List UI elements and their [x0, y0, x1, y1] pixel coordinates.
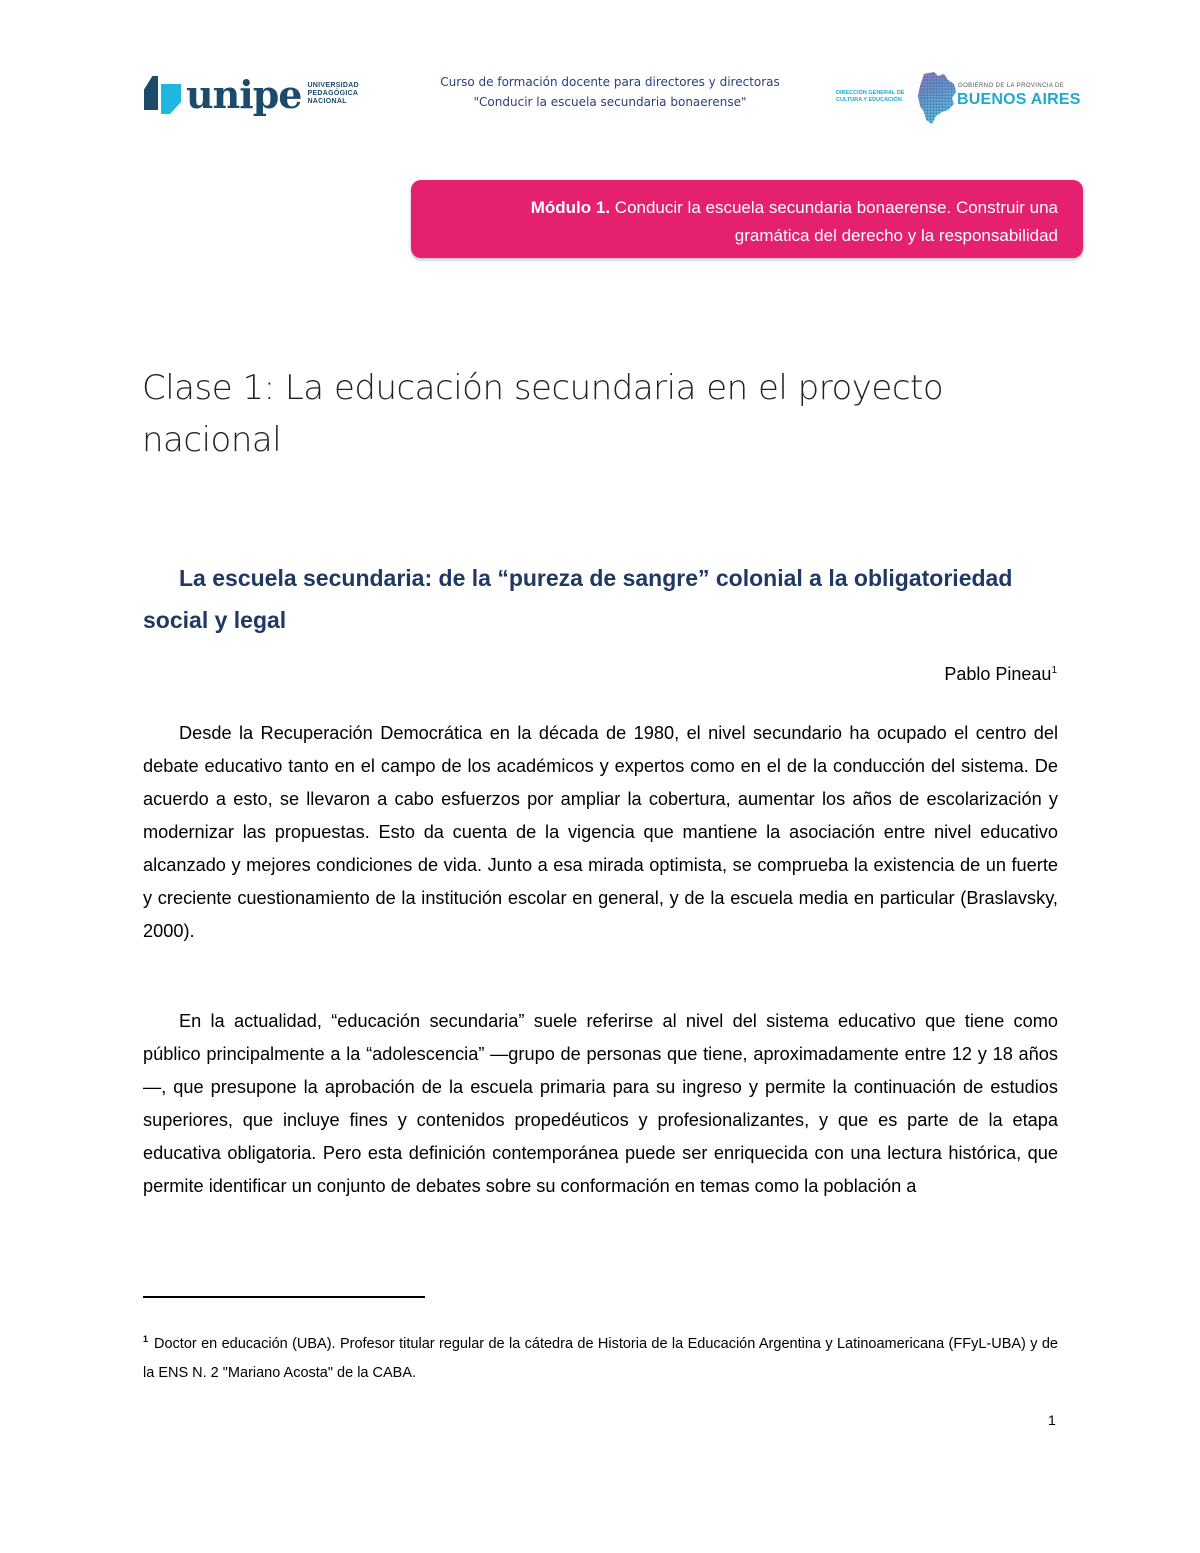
unipe-logo — [144, 68, 359, 120]
buenos-aires-wordmark: BUENOS AIRES — [957, 91, 1081, 108]
module-title-part-1: Conducir la escuela secundaria bonaerense. Construir una — [610, 198, 1058, 217]
class-title: Clase 1: La educación secundaria en el proyecto nacional — [142, 368, 944, 460]
gobierno-label: GOBIERNO DE LA PROVINCIA DE — [958, 83, 1065, 89]
course-header — [400, 72, 820, 112]
dgce-label: DIRECCIÓN GENERAL DE CULTURA Y EDUCACIÓN — [836, 90, 905, 103]
footnote-text: Doctor en educación (UBA). Profesor titular regular de la cátedra de Historia de la Educación Argentina y Latinoamericana (FFyL-UBA) y de la ENS N. 2 "Mariano Acosta" de la CABA. — [143, 1336, 1058, 1381]
unipe-subtitle-line: NACIONAL — [307, 98, 347, 105]
footnote-ref[interactable]: 1 — [1051, 665, 1057, 676]
course-line-1: Curso de formación docente para directores y directoras — [440, 75, 780, 89]
unipe-subtitle-line: PEDAGÓGICA — [307, 90, 359, 97]
footnote — [143, 1330, 1058, 1388]
unipe-wordmark: unipe — [186, 72, 302, 117]
section-heading — [143, 557, 1043, 641]
unipe-subtitle-line: UNIVERSIDAD — [307, 82, 359, 89]
course-line-2: "Conducir la escuela secundaria bonaerense" — [473, 95, 747, 109]
module-banner-line-2: gramática del derecho y la responsabilidad — [734, 226, 1058, 245]
body-paragraph-1 — [143, 717, 1058, 948]
footnote-number: 1 — [143, 1334, 149, 1345]
paragraph-text: Desde la Recuperación Democrática en la década de 1980, el nivel secundario ha ocupado el centro del debate educativo tanto en el campo de los académicos y expertos como en el de la conducción del sistema. De acuerdo a esto, se llevaron a cabo esfuerzos por ampliar la cobertura, aumentar los años de escolarización y modernizar las propuestas. Esto da cuenta de la vigencia que mantiene la asociación entre nivel educativo alcanzado y mejores condiciones de vida. Junto a esa mirada optimista, se comprueba la existencia de un fuerte y creciente cuestionamiento de la institución escolar en general, y de la escuela media en particular (Braslavsky, 2000). — [143, 723, 1058, 941]
author — [944, 664, 1057, 685]
module-banner-line-1 — [431, 194, 1058, 222]
section-heading-text: La escuela secundaria: de la “pureza de sangre” colonial a la obligatoriedad social y legal — [143, 565, 1013, 633]
author-name: Pablo Pineau — [944, 664, 1052, 684]
province-map-icon — [914, 70, 958, 126]
paragraph-text: En la actualidad, “educación secundaria” suele referirse al nivel del sistema educativo que tiene como público principalmente a la “adolescencia” —grupo de personas que tiene, aproximadamente entre 12 y 18 años—, que presupone la aprobación de la escuela primaria para su ingreso y permite la continuación de estudios superiores, que incluye fines y contenidos propedéuticos y profesionalizantes, y que es parte de la etapa educativa obligatoria. Pero esta definición contemporánea puede ser enriquecida con una lectura histórica, que permite identificar un conjunto de debates sobre su conformación en temas como la población a — [143, 1011, 1058, 1196]
unipe-mark-icon — [144, 70, 184, 118]
body-paragraph-2 — [143, 1005, 1058, 1203]
page-number: 1 — [1048, 1412, 1056, 1428]
footnote-separator — [143, 1296, 425, 1298]
module-banner — [411, 180, 1083, 258]
buenos-aires-logo — [836, 70, 1081, 126]
module-label: Módulo 1. — [530, 198, 611, 217]
unipe-subtitle — [307, 82, 359, 106]
